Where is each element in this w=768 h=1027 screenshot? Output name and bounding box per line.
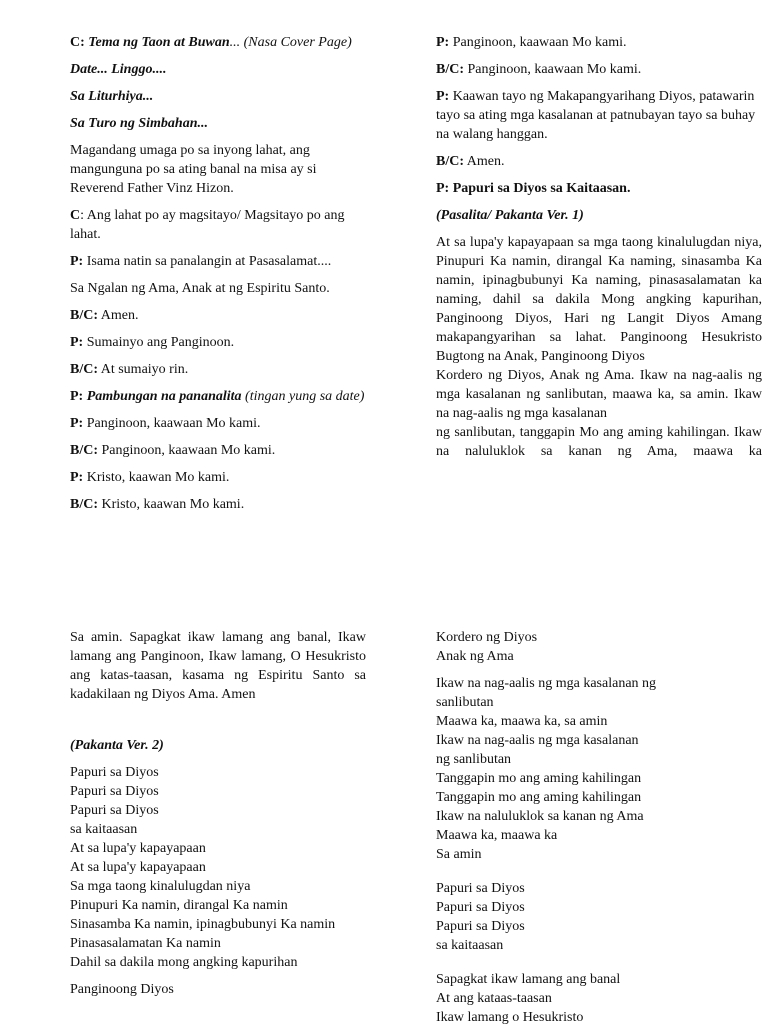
list-item: ng sanlibutan (436, 752, 512, 767)
list-item: Ikaw na nag-aalis ng mga kasalanan (436, 733, 639, 748)
list-item: Pinasasalamatan Ka namin (70, 936, 221, 951)
priest-line: P: Sumainyo ang Panginoon. (70, 335, 235, 350)
introduction-line: P: Pambungan na pananalita (tingan yung sa date) (70, 389, 365, 404)
list-item: Anak ng Ama (436, 649, 514, 664)
list-item: Dahil sa dakila mong angking kapurihan (70, 955, 298, 970)
list-item: Maawa ka, maawa ka, sa amin (436, 714, 608, 729)
liturgy-line: Sa Liturhiya... (70, 89, 154, 104)
bottom-right-column (436, 628, 762, 1027)
bottom-left-column (70, 628, 366, 999)
list-item: Panginoong Diyos (70, 982, 174, 997)
list-item: Ikaw lamang o Hesukristo (436, 1010, 584, 1025)
theme-line (70, 33, 366, 52)
response-line: B/C: Panginoon, kaawaan Mo kami. (436, 62, 642, 77)
list-item: Papuri sa Diyos (70, 765, 159, 780)
top-left-column (70, 33, 366, 522)
list-item: Papuri sa Diyos (70, 803, 159, 818)
list-item: Papuri sa Diyos (436, 919, 525, 934)
priest-line: P: Panginoon, kaawaan Mo kami. (436, 35, 627, 50)
list-item: Sa amin (436, 847, 482, 862)
gloria-heading: P: Papuri sa Diyos sa Kaitaasan. (436, 181, 631, 196)
list-item: At sa lupa'y kapayapaan (70, 860, 206, 875)
list-item: At sa lupa'y kapayapaan (70, 841, 206, 856)
lyrics-group-2 (436, 674, 762, 864)
priest-line: P: Kristo, kaawan Mo kami. (70, 470, 230, 485)
response-line: B/C: Kristo, kaawan Mo kami. (70, 497, 245, 512)
list-item: Sa mga taong kinalulugdan niya (70, 879, 251, 894)
gloria-closing-paragraph: Sa amin. Sapagkat ikaw lamang ang banal, Ikaw lamang ang Panginoon, Ikaw lamang, O Hesukristo ang katas-taasan, kasama ng Espiritu Santo sa kadakilaan ng Diyos Ama. Amen (70, 630, 366, 702)
list-item: Tanggapin mo ang aming kahilingan (436, 790, 642, 805)
top-right-column (436, 33, 762, 461)
date-line: Date... Linggo.... (70, 62, 167, 77)
gloria-paragraph: At sa lupa'y kapayapaan sa mga taong kinalulugdan niya, Pinupuri Ka namin, dirangal Ka naming, sinasamba Ka namin, ipinagbubunyi Ka naming, pinasasalamatan ka naming, dahil sa dakila Mong angking kapurihan, Panginoong Diyos, Hari ng Langit Diyos Amang makapangyarihan sa lahat. Panginoong Hesukristo Bugtong na Anak, Panginoong Diyos (436, 235, 762, 364)
sung-version-heading: (Pakanta Ver. 2) (70, 738, 164, 753)
sung-lines (70, 763, 366, 972)
list-item: At ang kataas-taasan (436, 991, 552, 1006)
list-item: Sapagkat ikaw lamang ang banal (436, 972, 621, 987)
list-item: Ikaw na naluluklok sa kanan ng Ama (436, 809, 644, 824)
theme-title: Tema ng Taon at Buwan (88, 35, 230, 50)
teaching-line: Sa Turo ng Simbahan... (70, 116, 208, 131)
stand-instruction: C: Ang lahat po ay magsitayo/ Magsitayo po ang lahat. (70, 208, 345, 242)
gloria-version-heading: (Pasalita/ Pakanta Ver. 1) (436, 208, 584, 223)
lyrics-group-1 (436, 628, 762, 666)
sign-of-cross: Sa Ngalan ng Ama, Anak at ng Espiritu Santo. (70, 281, 330, 296)
list-item: Ikaw na nag-aalis ng mga kasalanan ng (436, 676, 657, 691)
greeting-paragraph: Magandang umaga po sa inyong lahat, ang mangunguna po sa ating banal na misa ay si Reverend Father Vinz Hizon. (70, 143, 317, 196)
list-item: Papuri sa Diyos (436, 900, 525, 915)
prayer-line: P: Isama natin sa panalangin at Pasasalamat.... (70, 254, 332, 269)
list-item: Kordero ng Diyos (436, 630, 538, 645)
list-item: sanlibutan (436, 695, 494, 710)
response-line: B/C: At sumaiyo rin. (70, 362, 189, 377)
list-item: Papuri sa Diyos (436, 881, 525, 896)
theme-note: ... (Nasa Cover Page) (229, 35, 352, 50)
list-item: Pinupuri Ka namin, dirangal Ka namin (70, 898, 288, 913)
absolution-line: P: Kaawan tayo ng Makapangyarihang Diyos, patawarin tayo sa ating mga kasalanan at patnubayan tayo sa buhay na walang hanggan. (436, 89, 756, 142)
list-item: Sinasamba Ka namin, ipinagbubunyi Ka namin (70, 917, 336, 932)
lyrics-group-3 (436, 879, 762, 955)
list-item: Papuri sa Diyos (70, 784, 159, 799)
response-line: B/C: Amen. (70, 308, 139, 323)
priest-line: P: Panginoon, kaawaan Mo kami. (70, 416, 261, 431)
list-item: Tanggapin mo ang aming kahilingan (436, 771, 642, 786)
gloria-paragraph-cont: Kordero ng Diyos, Anak ng Ama. Ikaw na nag-aalis ng mga kasalanan ng sanlibutan, maawa ka, sa amin. Ikaw na nag-aalis ng mga kasalanan (436, 368, 762, 421)
lyrics-group-4 (436, 970, 762, 1027)
list-item: sa kaitaasan (70, 822, 138, 837)
list-item: sa kaitaasan (436, 938, 504, 953)
speaker-label: C: (70, 35, 85, 50)
list-item: Maawa ka, maawa ka (436, 828, 558, 843)
response-line: B/C: Amen. (436, 154, 505, 169)
gloria-paragraph-end: ng sanlibutan, tanggapin Mo ang aming kahilingan. Ikaw na naluluklok sa kanan ng Ama, maawa ka (436, 425, 762, 459)
response-line: B/C: Panginoon, kaawaan Mo kami. (70, 443, 276, 458)
